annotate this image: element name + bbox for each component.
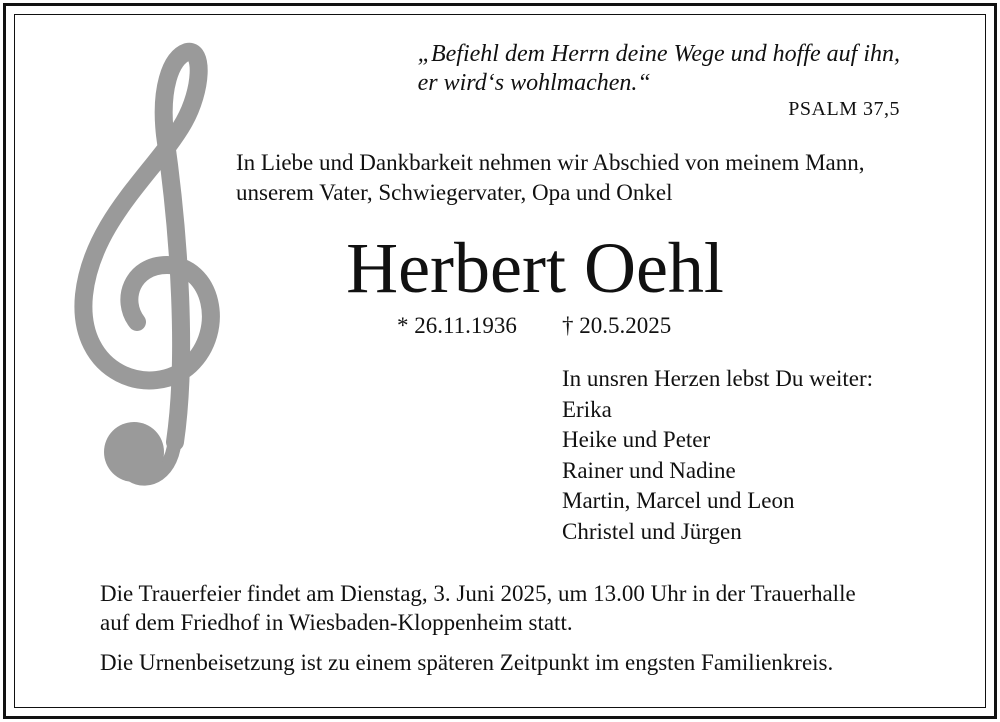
mourner-name: Christel und Jürgen	[562, 518, 742, 544]
mourner-name: Rainer und Nadine	[562, 457, 736, 483]
mourner-name: Martin, Marcel und Leon	[562, 488, 795, 513]
deceased-name: Herbert Oehl	[346, 228, 724, 308]
funeral-service-info	[100, 579, 856, 637]
intro-line-1: In Liebe und Dankbarkeit nehmen wir Abschied von meinem Mann,	[236, 150, 865, 175]
death-date: † 20.5.2025	[562, 313, 672, 338]
mourners-list	[562, 364, 873, 547]
mourners-heading: In unsren Herzen lebst Du weiter:	[562, 366, 874, 391]
service-line-2: auf dem Friedhof in Wiesbaden-Kloppenheim statt.	[100, 610, 573, 635]
urn-burial-info: Die Urnenbeisetzung ist zu einem späteren Zeitpunkt im engsten Familienkreis.	[100, 650, 834, 675]
quote-source: PSALM 37,5	[788, 98, 900, 120]
quote-line-1: „Befiehl dem Herrn deine Wege und hoffe auf ihn,	[417, 41, 900, 67]
mourner-name: Erika	[562, 396, 612, 422]
intro-text	[236, 148, 865, 208]
mourner-name: Heike und Peter	[562, 427, 711, 452]
bible-quote	[418, 40, 900, 98]
intro-line-2: unserem Vater, Schwiegervater, Opa und Onkel	[236, 180, 673, 205]
birth-date: * 26.11.1936	[397, 313, 517, 338]
service-line-1: Die Trauerfeier findet am Dienstag, 3. Juni 2025, um 13.00 Uhr in der Trauerhalle	[100, 581, 856, 606]
quote-line-2: er wird‘s wohlmachen.“	[417, 70, 651, 96]
